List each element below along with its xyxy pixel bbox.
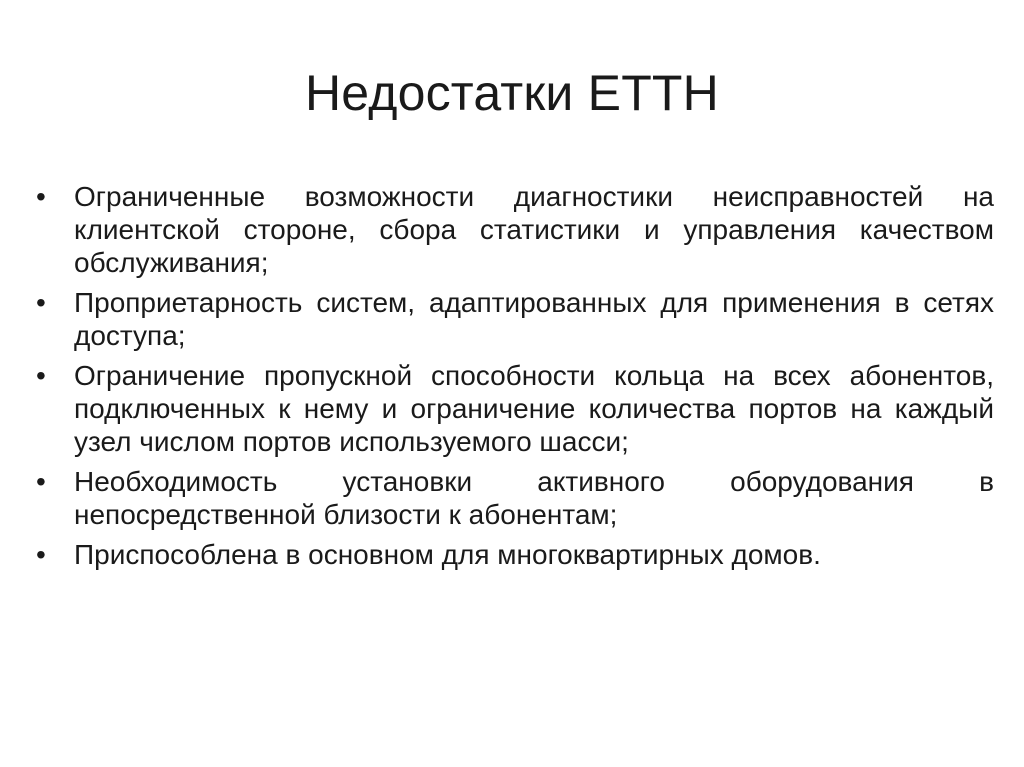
- bullet-mark: •: [36, 360, 46, 391]
- bullet-mark: •: [36, 466, 46, 497]
- bullet-item: [36, 538, 994, 571]
- bullet-text: Необходимость установки активного оборудования в непосредственной близости к абонентам;: [74, 466, 994, 530]
- bullet-text: Проприетарность систем, адаптированных для применения в сетях доступа;: [74, 287, 994, 351]
- bullet-mark: •: [36, 181, 46, 212]
- bullet-text: Приспособлена в основном для многоквартирных домов.: [74, 539, 821, 570]
- bullet-item: [36, 465, 994, 531]
- bullet-item: [36, 180, 994, 279]
- bullet-mark: •: [36, 287, 46, 318]
- bullet-mark: •: [36, 539, 46, 570]
- bullet-item: [36, 359, 994, 458]
- bullet-item: [36, 286, 994, 352]
- bullet-text: Ограниченные возможности диагностики неисправностей на клиентской стороне, сбора статистики и управления качеством обслуживания;: [74, 181, 994, 278]
- bullet-text: Ограничение пропускной способности кольца на всех абонентов, подключенных к нему и ограничение количества портов на каждый узел числом портов используемого шасси;: [74, 360, 994, 457]
- bullet-list: [36, 180, 994, 578]
- slide-title: Недостатки ETTH: [305, 65, 719, 121]
